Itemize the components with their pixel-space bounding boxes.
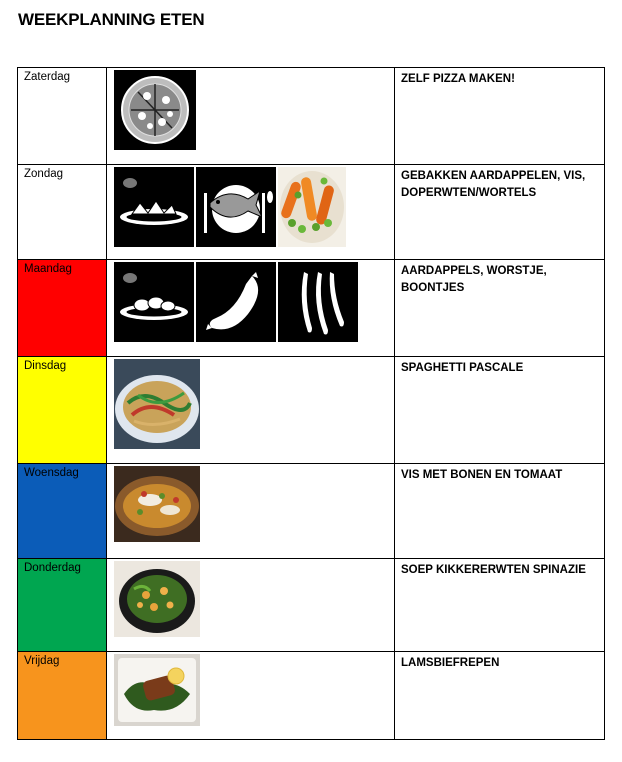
page-title: WEEKPLANNING ETEN — [18, 10, 205, 29]
meal-cell: GEBAKKEN AARDAPPELEN, VIS, DOPERWTEN/WORTELS — [395, 165, 605, 260]
fish-plate-icon — [196, 167, 276, 247]
day-cell-donderdag: Donderdag — [18, 559, 107, 652]
soup-photo — [114, 561, 200, 637]
meal-cell: ZELF PIZZA MAKEN! — [395, 68, 605, 165]
day-cell-zaterdag: Zaterdag — [18, 68, 107, 165]
day-cell-dinsdag: Dinsdag — [18, 357, 107, 464]
meal-plan-table — [17, 67, 605, 740]
potatoes-icon — [114, 262, 194, 342]
table-row — [18, 652, 605, 740]
table-row — [18, 165, 605, 260]
spaghetti-photo — [114, 359, 200, 449]
meal-cell: SOEP KIKKERERWTEN SPINAZIE — [395, 559, 605, 652]
pizza-icon — [114, 70, 196, 150]
day-cell-zondag: Zondag — [18, 165, 107, 260]
table-row — [18, 357, 605, 464]
table-row — [18, 464, 605, 559]
table-row — [18, 559, 605, 652]
table-row — [18, 260, 605, 357]
day-cell-woensdag: Woensdag — [18, 464, 107, 559]
sausage-icon — [196, 262, 276, 342]
day-cell-maandag: Maandag — [18, 260, 107, 357]
fried-potatoes-icon — [114, 167, 194, 247]
meal-cell: LAMSBIEFREPEN — [395, 652, 605, 740]
meal-cell: AARDAPPELS, WORSTJE, BOONTJES — [395, 260, 605, 357]
meal-cell: VIS MET BONEN EN TOMAAT — [395, 464, 605, 559]
lamb-photo — [114, 654, 200, 726]
meal-cell: SPAGHETTI PASCALE — [395, 357, 605, 464]
fish-beans-photo — [114, 466, 200, 542]
table-row — [18, 68, 605, 165]
peas-carrots-photo — [278, 167, 346, 247]
beans-icon — [278, 262, 358, 342]
day-cell-vrijdag: Vrijdag — [18, 652, 107, 740]
